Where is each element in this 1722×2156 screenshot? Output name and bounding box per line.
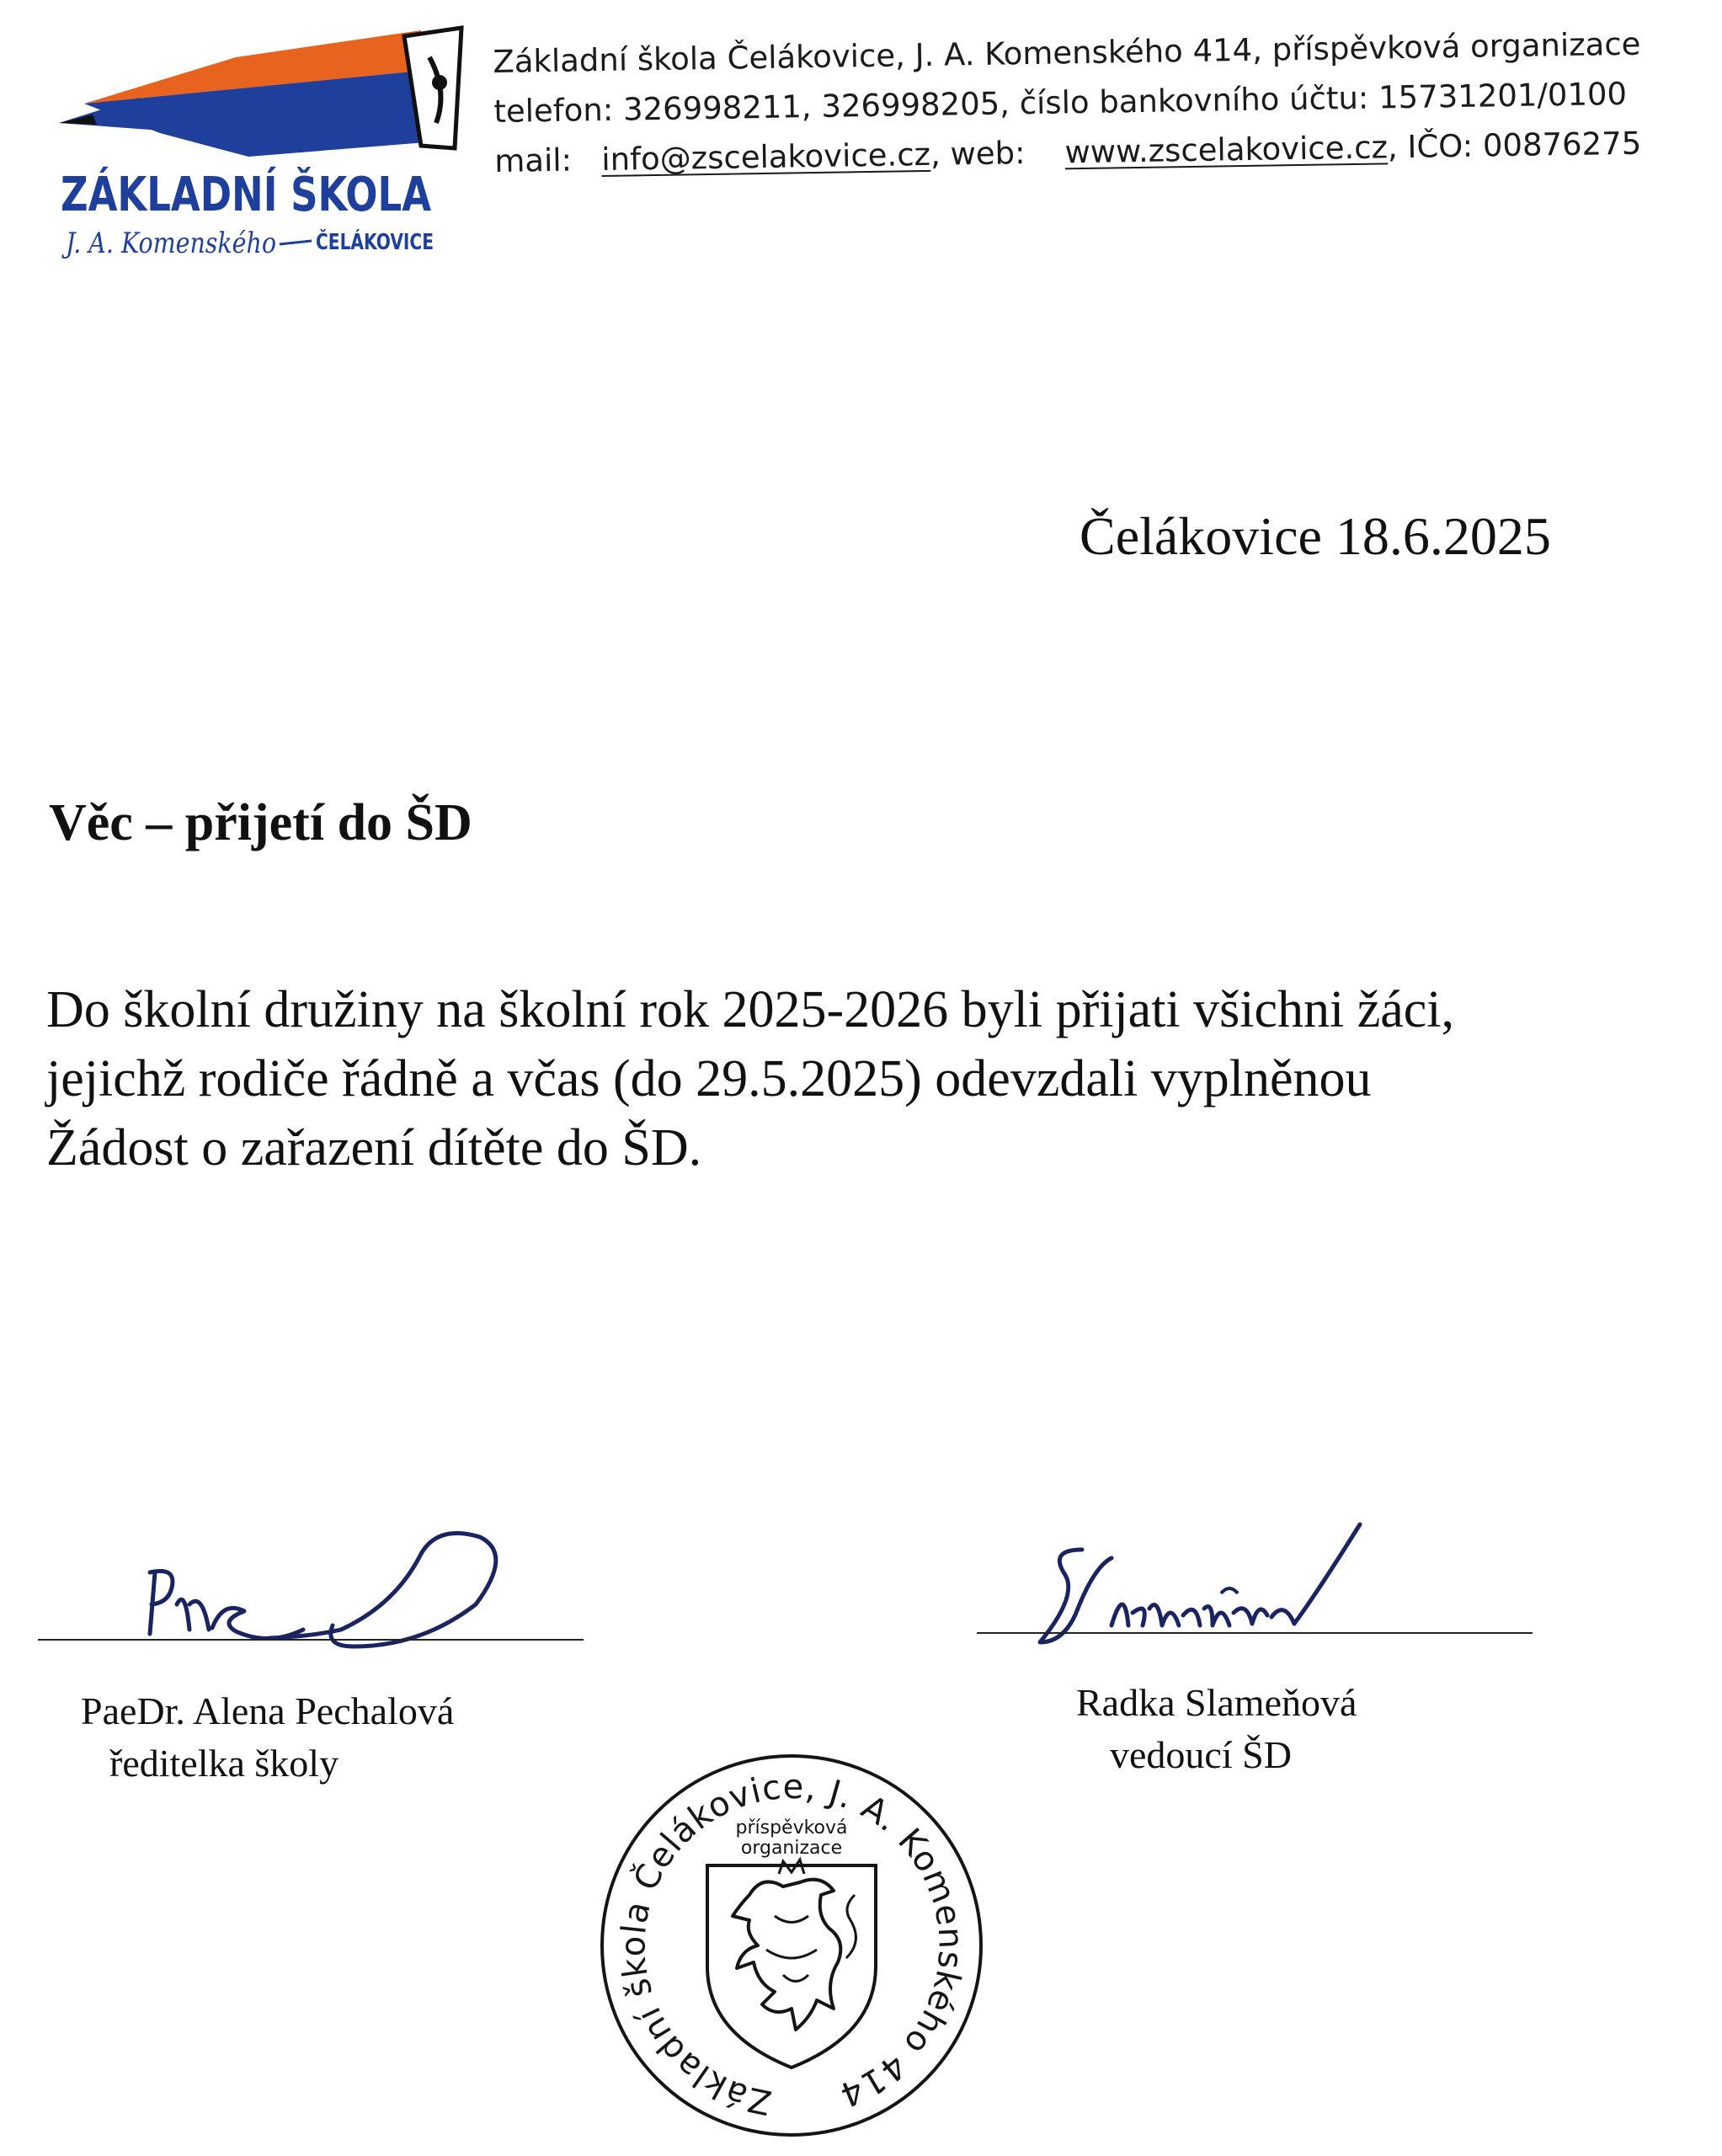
logo-subtitle-script: J. A. Komenského [61, 227, 276, 260]
head-name: Radka Slameňová [1076, 1681, 1357, 1724]
stamp-inner-line2: organizace [740, 1838, 843, 1859]
signature-head-of-club [1032, 1516, 1385, 1659]
website-link[interactable]: www.zscelakovice.cz [1064, 129, 1389, 171]
letterhead-line-phone-bank: telefon: 326998211, 326998205, číslo bankovního účtu: 15731201/0100 [493, 75, 1628, 130]
letterhead-contact-block [493, 19, 1674, 186]
document-body [46, 975, 1697, 1182]
signature-line-left [38, 1639, 584, 1641]
official-school-stamp [594, 1748, 989, 2143]
czech-lion-emblem-icon [707, 1860, 876, 2068]
stamp-ring-text: Základní škola Čelákovice, J. A. Komenského 414 [614, 1767, 970, 2122]
mail-label: mail: [493, 141, 573, 179]
document-date: Čelákovice 18.6.2025 [1080, 506, 1551, 566]
web-label: , web: [930, 135, 1026, 173]
letterhead-line-school: Základní škola Čelákovice, J. A. Komenského 414, příspěvková organizace [493, 25, 1641, 80]
ico-number: , IČO: 00876275 [1387, 125, 1642, 166]
stamp-inner-line1: příspěvková [735, 1817, 848, 1838]
body-line: jejichž rodiče řádně a včas (do 29.5.2025) odevzdali vyplněnou [46, 1050, 1372, 1107]
director-name: PaeDr. Alena Pechalová [81, 1689, 455, 1732]
body-line: Do školní družiny na školní rok 2025-2026 byli přijati všichni žáci, [46, 981, 1455, 1038]
director-role: ředitelka školy [109, 1742, 339, 1785]
document-subject: Věc – přijetí do ŠD [49, 794, 472, 851]
school-logo [59, 24, 522, 276]
body-line: Žádost o zařazení dítěte do ŠD. [46, 1119, 702, 1177]
head-role: vedoucí ŠD [1110, 1733, 1292, 1776]
signature-line-right [977, 1632, 1533, 1634]
signature-director [143, 1520, 522, 1663]
logo-title: ZÁKLADNÍ ŠKOLA [61, 168, 522, 222]
email-link[interactable]: info@zscelakovice.cz [601, 136, 931, 178]
logo-subtitle-town: ČELÁKOVICE [316, 230, 468, 255]
